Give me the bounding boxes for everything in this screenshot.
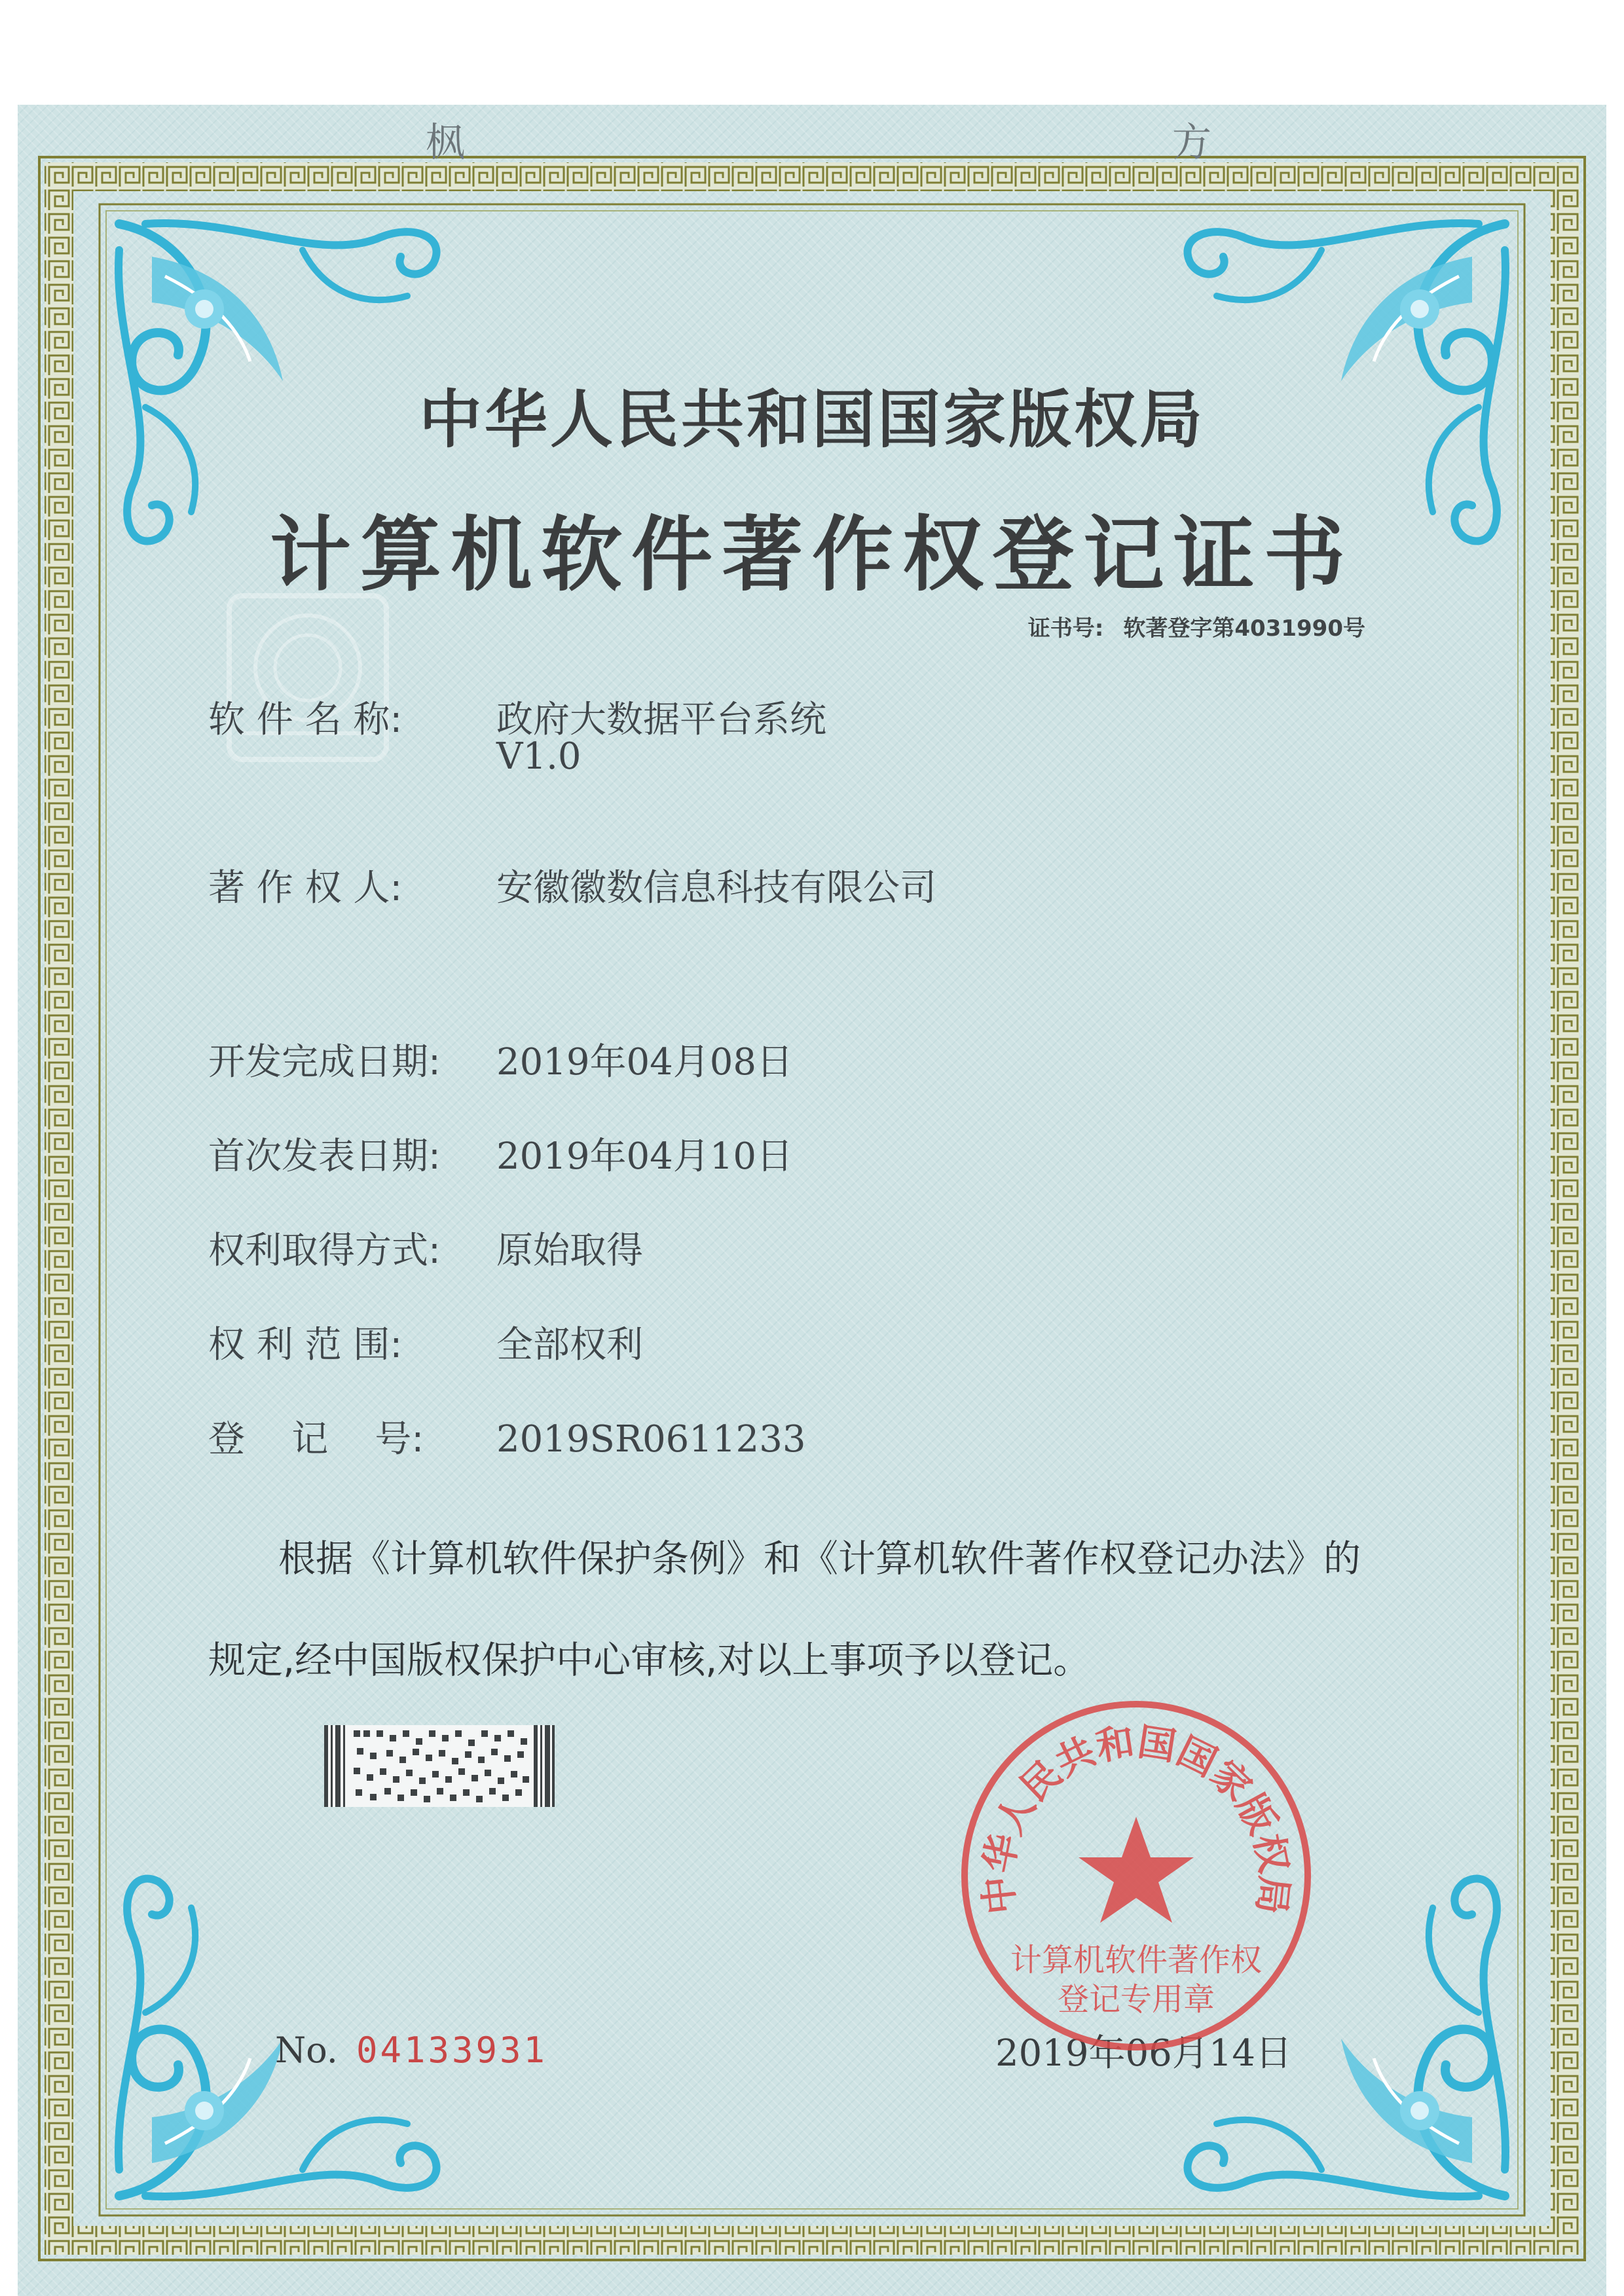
copyright-owner-label: 著 作 权 人: (208, 867, 403, 909)
seal-line-1: 计算机软件著作权 (1010, 1942, 1263, 1978)
handwritten-mark-right: 方 (1172, 120, 1211, 166)
field-dev-completed (208, 1033, 793, 1085)
seal-line-2: 登记专用章 (1057, 1981, 1215, 2018)
barcode (324, 1725, 555, 1807)
acquisition-method-label: 权利取得方式: (208, 1230, 441, 1272)
certificate-number-value: 软著登字第4031990号 (1123, 615, 1365, 642)
field-acquisition-method (208, 1222, 643, 1274)
serial-number (275, 2030, 547, 2071)
certificate-number (1028, 610, 1365, 642)
dev-completed-label: 开发完成日期: (208, 1041, 441, 1084)
statement-line-2: 规定,经中国版权保护中心审核,对以上事项予以登记。 (208, 1639, 1091, 1682)
handwritten-mark-left: 枫 (426, 120, 465, 166)
copyright-owner-value: 安徽徽数信息科技有限公司 (496, 867, 936, 909)
software-name-value: 政府大数据平台系统 (496, 699, 826, 741)
certificate-number-label: 证书号: (1027, 615, 1104, 642)
issue-date: 2019年06月14日 (995, 2032, 1293, 2075)
statement-line-1: 根据《计算机软件保护条例》和《计算机软件著作权登记办法》的 (278, 1537, 1361, 1580)
field-rights-scope (208, 1316, 643, 1368)
field-software-name (208, 691, 826, 778)
first-published-value: 2019年04月10日 (496, 1135, 794, 1178)
serial-number-value: 04133931 (356, 2030, 548, 2071)
software-version-value: V1.0 (496, 735, 581, 778)
registration-number-value: 2019SR0611233 (496, 1418, 806, 1461)
seal-star-icon (1079, 1817, 1194, 1923)
seal-arc-text: 中华人民共和国国家版权局 (975, 1719, 1297, 1917)
rights-scope-value: 全部权利 (496, 1324, 643, 1366)
certificate-title: 计算机软件著作权登记证书 (269, 508, 1354, 602)
serial-prefix: No. (275, 2030, 338, 2071)
field-copyright-owner (208, 859, 936, 911)
field-registration-number (208, 1410, 805, 1463)
first-published-label: 首次发表日期: (208, 1135, 441, 1178)
issuing-authority-title: 中华人民共和国国家版权局 (419, 383, 1205, 456)
official-seal (953, 1692, 1320, 2059)
dev-completed-value: 2019年04月08日 (496, 1041, 794, 1084)
rights-scope-label: 权 利 范 围: (208, 1324, 403, 1366)
acquisition-method-value: 原始取得 (496, 1230, 643, 1272)
field-first-published (208, 1127, 793, 1180)
registration-number-label: 登 记 号: (208, 1418, 424, 1461)
software-name-label: 软 件 名 称: (208, 699, 403, 741)
